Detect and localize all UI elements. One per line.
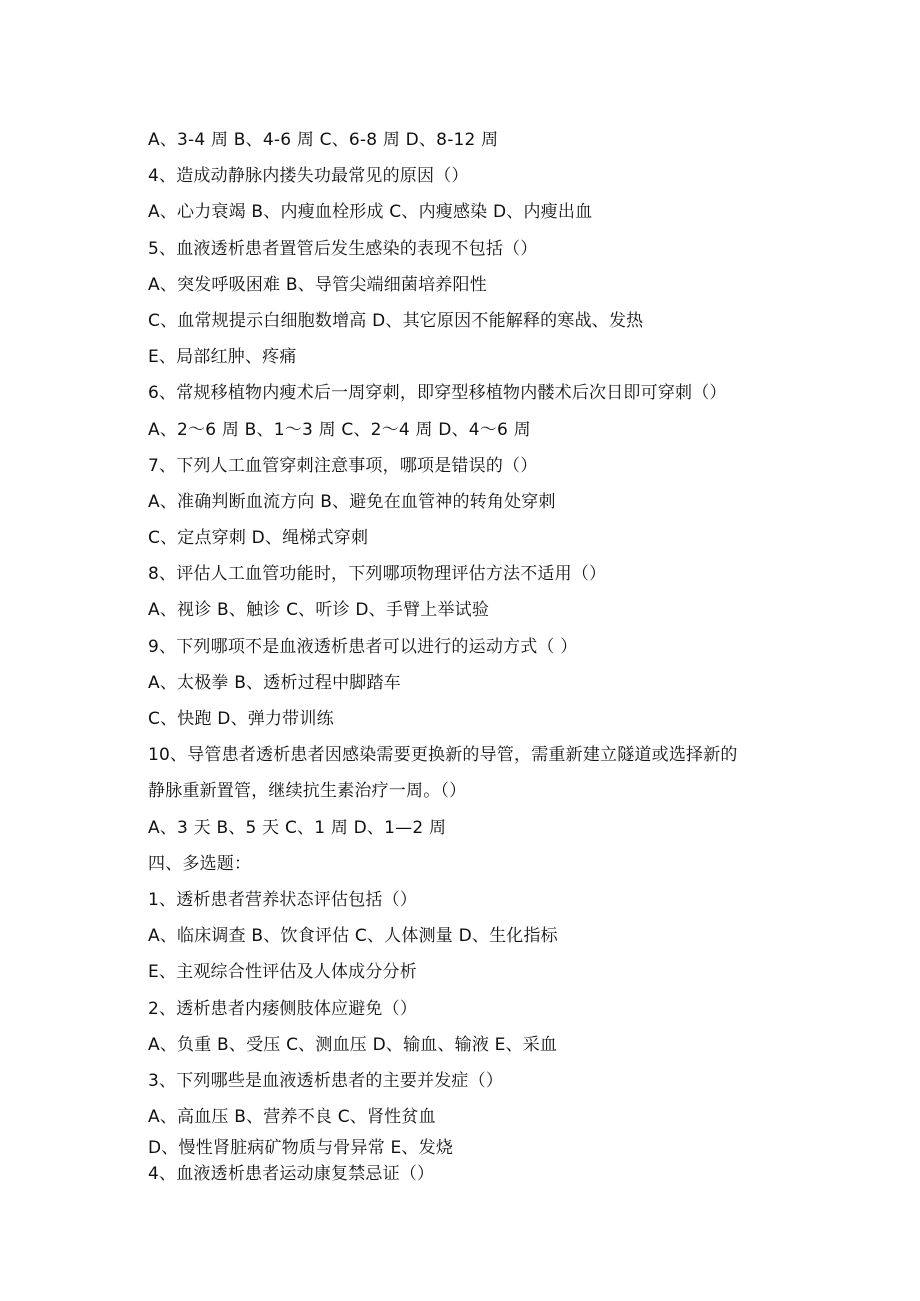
option-line: D、慢性肾脏病矿物质与骨异常 E、发烧 xyxy=(148,1138,454,1159)
option-line: A、临床调查 B、饮食评估 C、人体测量 D、生化指标 xyxy=(148,926,558,947)
option-line: E、主观综合性评估及人体成分分析 xyxy=(148,962,417,983)
option-line: A、突发呼吸困难 B、导管尖端细菌培养阳性 xyxy=(148,274,487,295)
question-line: 10、导管患者透析患者因感染需要更换新的导管，需重新建立隧道或选择新的 xyxy=(148,745,738,766)
option-line: E、局部红肿、疼痛 xyxy=(148,347,297,368)
option-line: A、3 天 B、5 天 C、1 周 D、1—2 周 xyxy=(148,817,447,838)
option-line: A、高血压 B、营养不良 C、肾性贫血 xyxy=(148,1107,436,1128)
option-line: A、准确判断血流方向 B、避免在血管神的转角处穿刺 xyxy=(148,491,556,512)
question-line: 1、透析患者营养状态评估包括（） xyxy=(148,889,418,910)
option-line: A、3-4 周 B、4-6 周 C、6-8 周 D、8-12 周 xyxy=(148,130,499,150)
question-line-continued: 静脉重新置管，继续抗生素治疗一周。（） xyxy=(148,781,467,802)
question-line: 2、透析患者内痿侧肢体应避免（） xyxy=(148,998,418,1019)
option-line: A、视诊 B、触诊 C、听诊 D、手臂上举试验 xyxy=(148,600,490,621)
option-line: C、血常规提示白细胞数增高 D、其它原因不能解释的寒战、发热 xyxy=(148,310,644,331)
question-line: 6、常规移植物内瘦术后一周穿刺，即穿型移植物内髅术后次日即可穿刺（） xyxy=(148,383,727,404)
question-line: 8、评估人工血管功能时，下列哪项物理评估方法不适用（） xyxy=(148,564,607,585)
option-line: A、太极拳 B、透析过程中脚踏车 xyxy=(148,672,401,693)
question-line: 4、造成动静脉内搂失功最常见的原因（） xyxy=(148,166,469,187)
question-line: 9、下列哪项不是血液透析患者可以进行的运动方式（ ） xyxy=(148,636,578,657)
question-line: 3、下列哪些是血液透析患者的主要并发症（） xyxy=(148,1070,504,1091)
document-body xyxy=(148,122,798,1187)
question-line: 5、血液透析患者置管后发生感染的表现不包括（） xyxy=(148,238,538,259)
option-line: A、心力衰竭 B、内瘦血栓形成 C、内瘦感染 D、内瘦出血 xyxy=(148,202,593,223)
option-line: A、负重 B、受压 C、测血压 D、输血、输液 E、采血 xyxy=(148,1034,558,1055)
section-heading: 四、多选题： xyxy=(148,853,252,874)
question-line: 4、血液透析患者运动康复禁忌证（） xyxy=(148,1164,435,1185)
option-line: A、2～6 周 B、1～3 周 C、2～4 周 D、4～6 周 xyxy=(148,419,531,440)
option-line: C、定点穿刺 D、绳梯式穿刺 xyxy=(148,528,369,549)
option-line: C、快跑 D、弹力带训练 xyxy=(148,709,334,729)
question-line: 7、下列人工血管穿刺注意事项，哪项是错误的（） xyxy=(148,455,538,476)
